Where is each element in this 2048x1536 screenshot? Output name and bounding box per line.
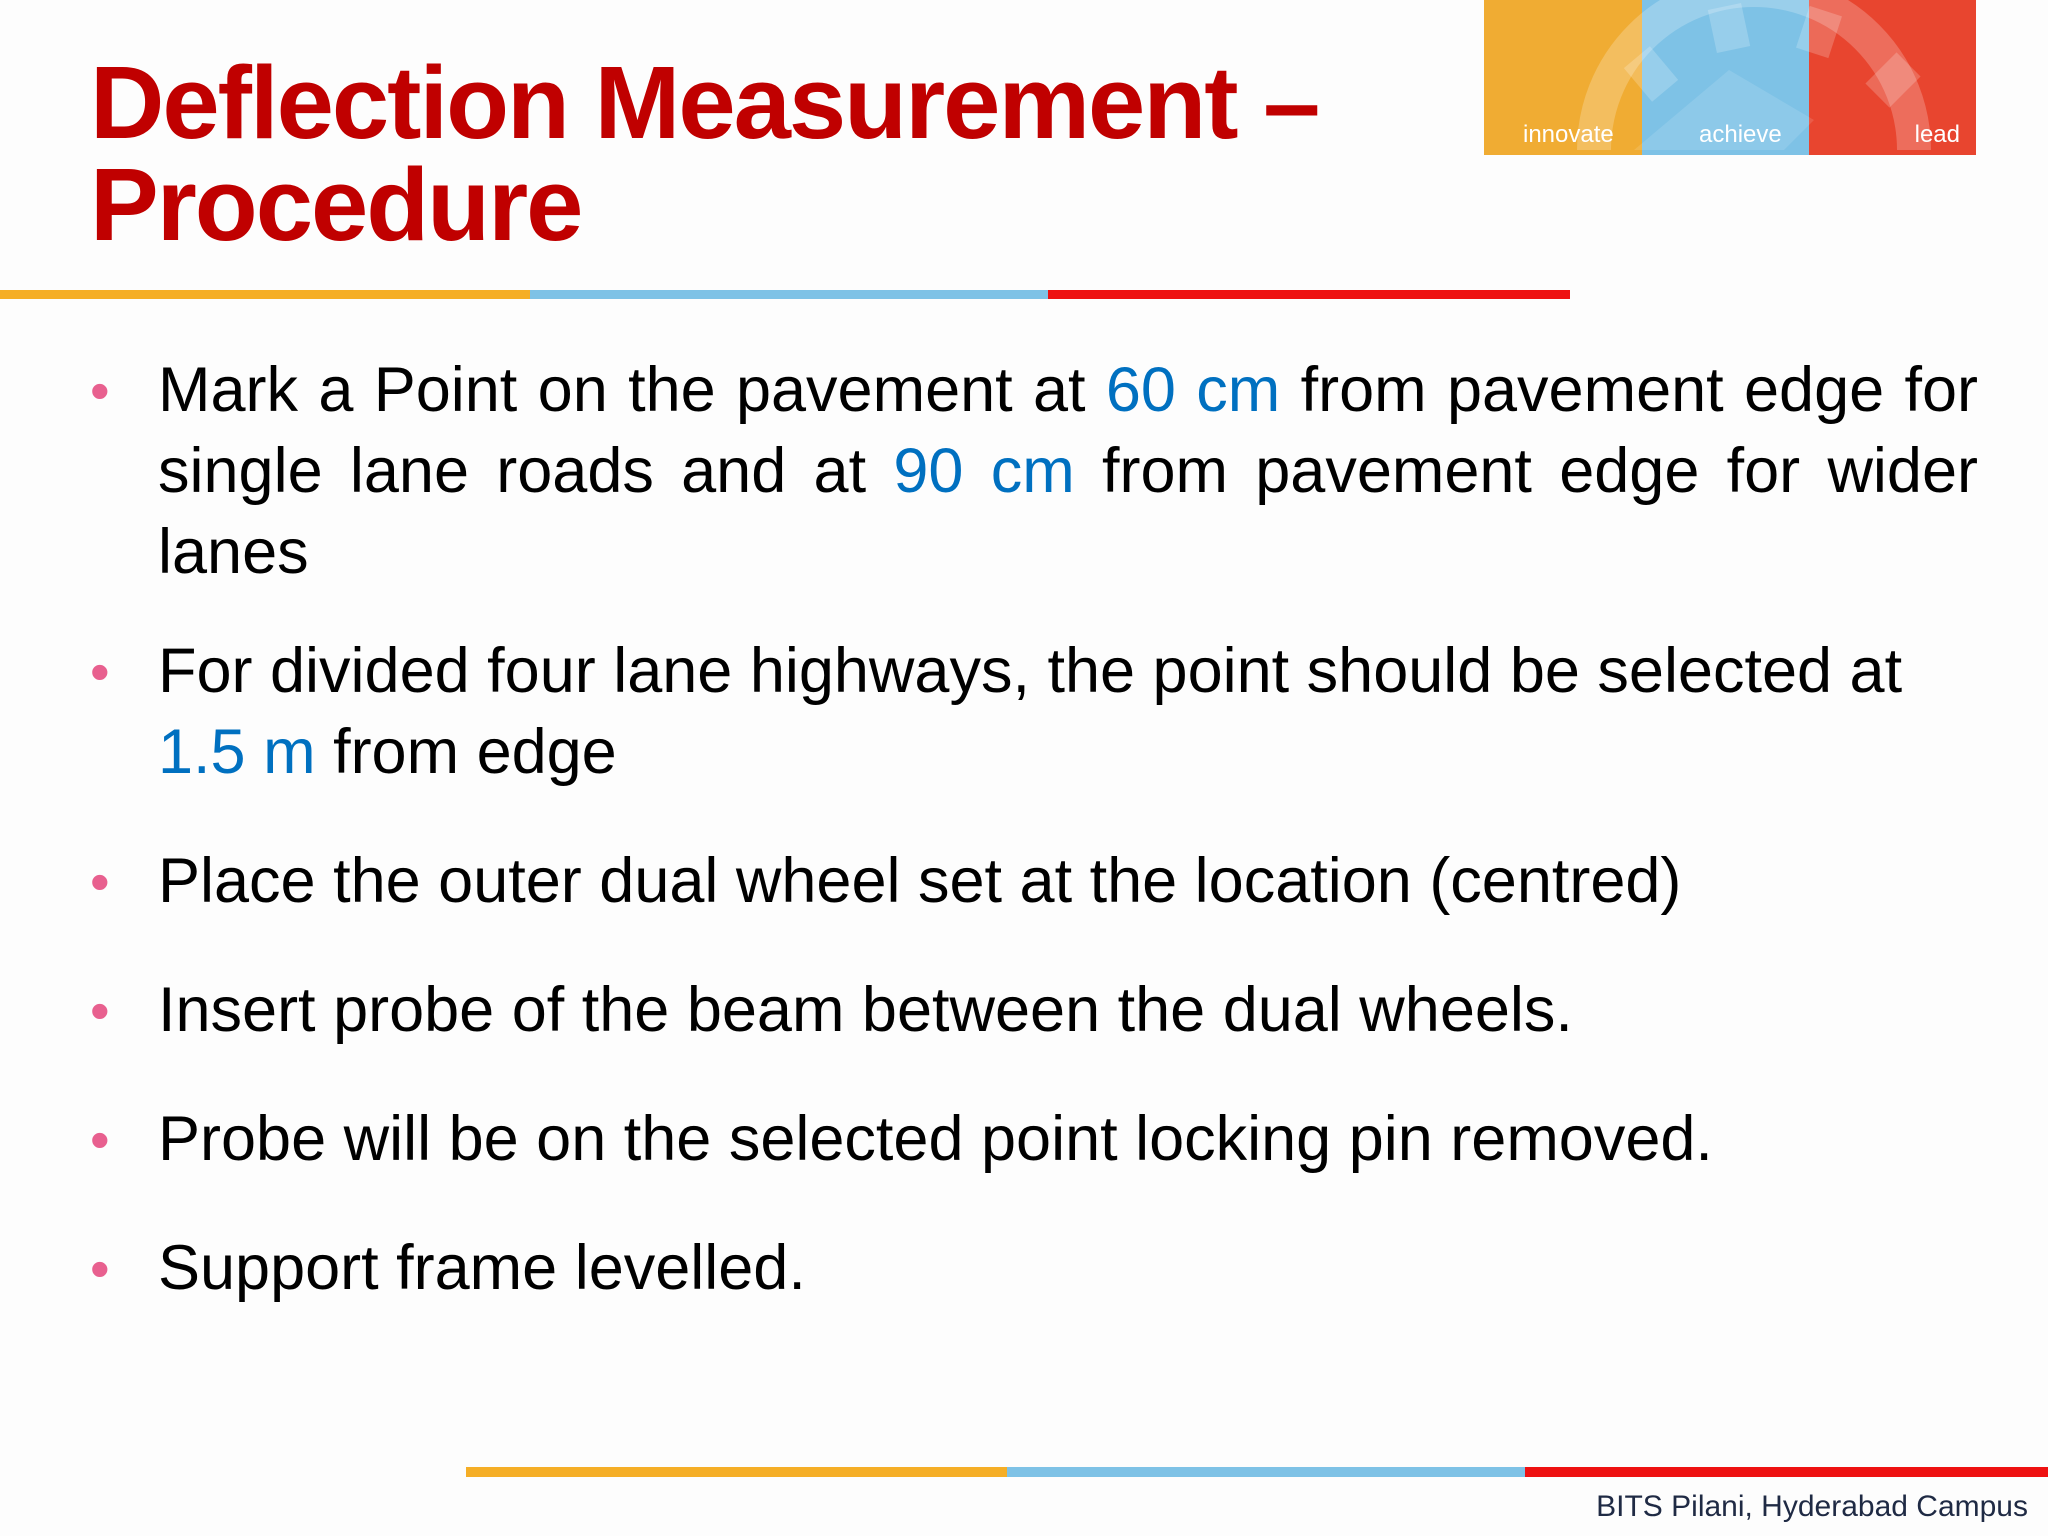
bits-logo [1484,0,1976,155]
logo-word-lead: lead [1914,121,1960,148]
bullet-dot: • [90,1237,110,1300]
bullet-dot: • [90,640,110,703]
bullet-text: from pavement edge for single lane roads and at [158,355,1979,506]
bullet-insert-probe [90,970,1960,1051]
bullet-text: Place the outer dual wheel set at the location (centred) [158,846,1682,916]
bullet-dot: • [90,979,110,1042]
divider-blue [1007,1467,1525,1477]
slide-title-line-1: Deflection Measurement – [90,45,1319,160]
divider-red [1048,290,1570,299]
bullet-place-wheel [90,841,1960,922]
bullet-dot: • [90,850,110,913]
procedure-bullet-list [90,350,1979,1309]
bullet-text: from edge [315,717,617,787]
slide-title [90,45,1420,262]
footer-divider [466,1467,2048,1477]
highlight-1-5m: 1.5 m [158,717,316,787]
divider-red [1525,1467,2048,1477]
bullet-text: from pavement edge for wider lanes [158,436,1978,587]
divider-orange [466,1467,1007,1477]
bullet-support-frame [90,1228,1960,1309]
bullet-probe-point [90,1099,1960,1180]
highlight-60cm: 60 cm [1105,355,1281,425]
divider-orange [0,290,530,299]
footer-campus: BITS Pilani, Hyderabad Campus [1596,1490,2028,1523]
bullet-dot: • [90,1108,110,1171]
bullet-text: For divided four lane highways, the point should be selected at [158,636,1903,706]
bullet-text: Support frame levelled. [158,1233,806,1303]
bullet-text: Mark a Point on the pavement at [158,355,1106,425]
bullet-dot: • [90,359,110,422]
bullet-divided-highways [90,631,1960,793]
bullet-mark-point [90,350,1978,593]
divider-blue [530,290,1048,299]
slide-title-line-2: Procedure [90,147,582,262]
logo-word-innovate: innovate [1523,121,1614,148]
logo-block-innovate [1484,0,1642,155]
title-divider [0,290,1570,299]
logo-word-achieve: achieve [1699,121,1782,148]
bullet-text: Probe will be on the selected point locking pin removed. [158,1104,1713,1174]
highlight-90cm: 90 cm [893,436,1075,506]
logo-block-achieve [1642,0,1809,155]
logo-block-lead [1809,0,1976,155]
bullet-text: Insert probe of the beam between the dual wheels. [158,975,1573,1045]
